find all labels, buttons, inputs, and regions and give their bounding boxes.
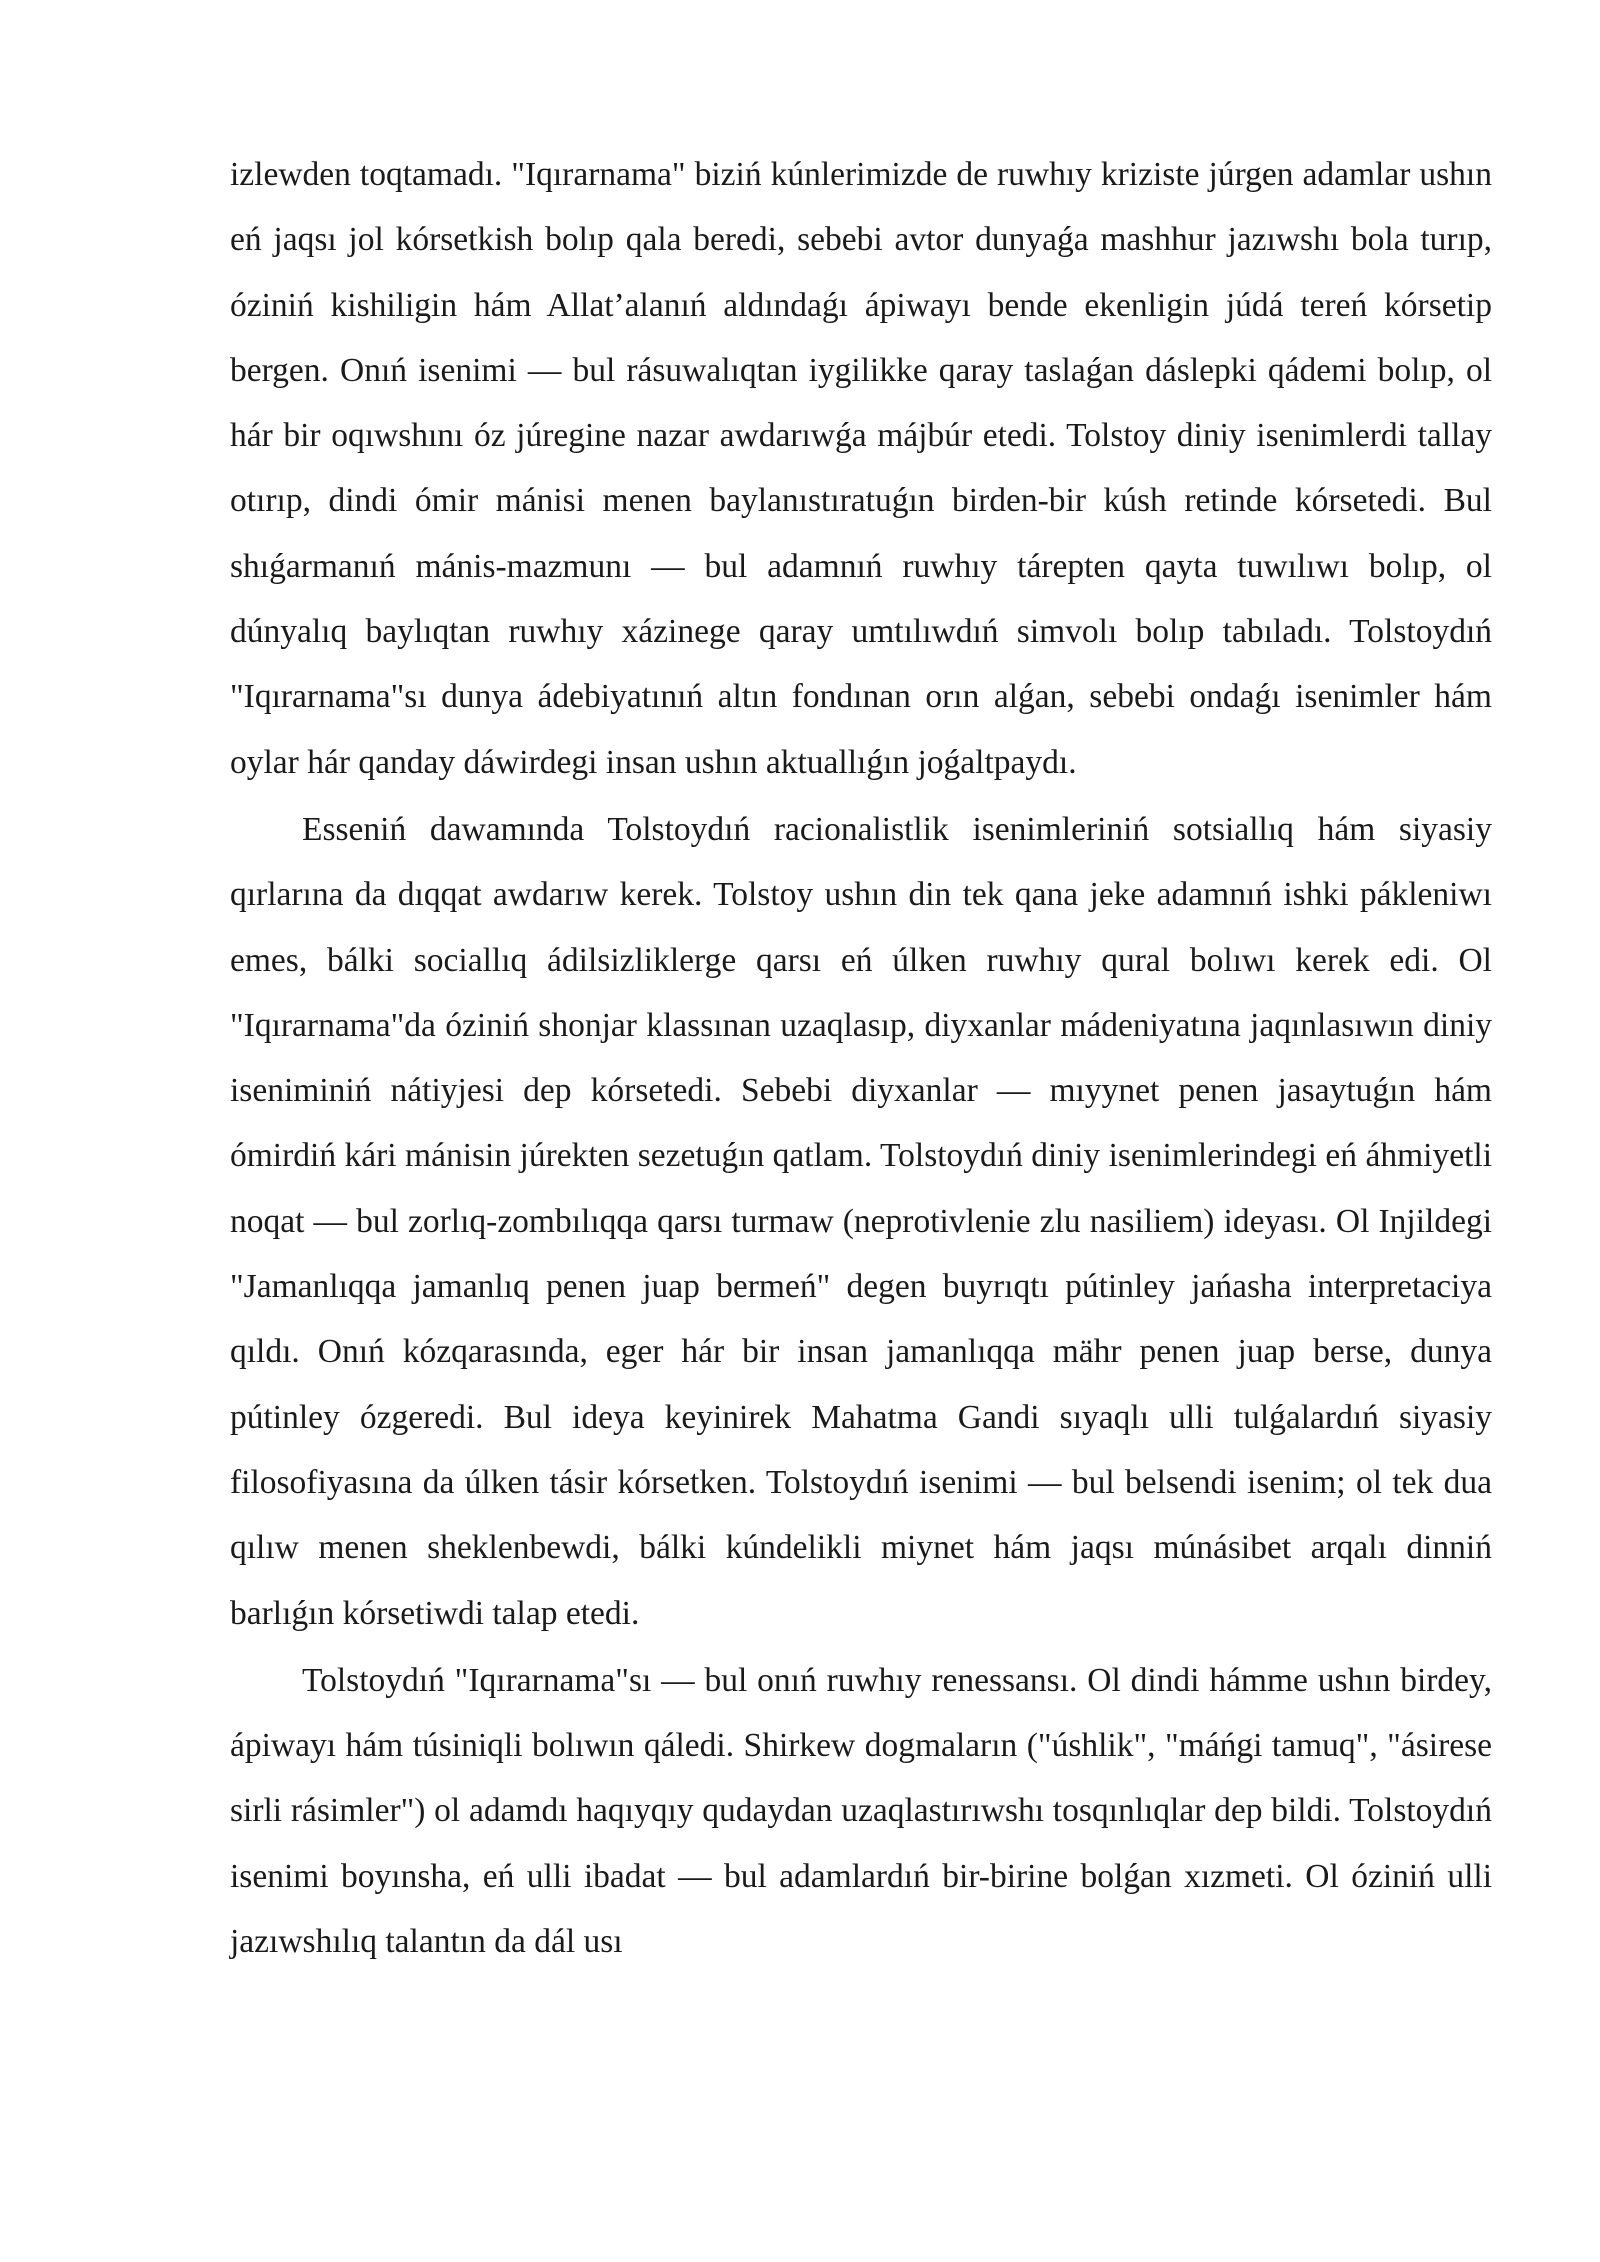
document-body (230, 142, 1492, 1974)
paragraph: Esseniń dawamında Tolstoydıń racionalistlik isenimleriniń sotsiallıq hám siyasiy qırlarına da dıqqat awdarıw kerek. Tolstoy ushın din tek qana jeke adamnıń ishki pákleniwı emes, bálki sociallıq ádilsizliklerge qarsı eń úlken ruwhıy qural bolıwı kerek edi. Ol "Iqırarnama"da óziniń shonjar klassınan uzaqlasıp, diyxanlar mádeniyatına jaqınlasıwın diniy iseniminiń nátiyjesi dep kórsetedi. Sebebi diyxanlar — mıyynet penen jasaytuǵın hám ómirdiń kári mánisin júrekten sezetuǵın qatlam. Tolstoydıń diniy isenimlerindegi eń áhmiyetli noqat — bul zorlıq-zombılıqqa qarsı turmaw (neprotivlenie zlu nasiliem) ideyası. Ol Injildegi "Jamanlıqqa jamanlıq penen juap bermeń" degen buyrıqtı pútinley jańasha interpretaciya qıldı. Onıń kózqarasında, eger hár bir insan jamanlıqqa mähr penen juap berse, dunya pútinley ózgeredi. Bul ideya keyinirek Mahatma Gandi sıyaqlı ulli tulǵalardıń siyasiy filosofiyasına da úlken tásir kórsetken. Tolstoydıń isenimi — bul belsendi isenim; ol tek dua qılıw menen sheklenbewdi, bálki kúndelikli miynet hám jaqsı múnásibet arqalı dinniń barlıǵın kórsetiwdi talap etedi. (230, 810, 1492, 1632)
paragraph-continued: izlewden toqtamadı. "Iqırarnama" biziń kúnlerimizde de ruwhıy kriziste júrgen adamlar ushın eń jaqsı jol kórsetkish bolıp qala beredi, sebebi avtor dunyaǵa mashhur jazıwshı bola turıp, óziniń kishiligin hám Allat’alanıń aldındaǵı ápiwayı bende ekenligin júdá tereń kórsetip bergen. Onıń isenimi — bul rásuwalıqtan iygilikke qaray taslaǵan dáslepki qádemi bolıp, ol hár bir oqıwshını óz júregine nazar awdarıwǵa májbúr etedi. Tolstoy diniy isenimlerdi tallay otırıp, dindi ómir mánisi menen baylanıstıratuǵın birden-bir kúsh retinde kórsetedi. Bul shıǵarmanıń mánis-mazmunı — bul adamnıń ruwhıy tárepten qayta tuwılıwı bolıp, ol dúnyalıq baylıqtan ruwhıy xázinege qaray umtılıwdıń simvolı bolıp tabıladı. Tolstoydıń "Iqırarnama"sı dunya ádebiyatınıń altın fondınan orın alǵan, sebebi ondaǵı isenimler hám oylar hár qanday dáwirdegi insan ushın aktuallıǵın joǵaltpaydı. (230, 156, 1492, 781)
paragraph: Tolstoydıń "Iqırarnama"sı — bul onıń ruwhıy renessansı. Ol dindi hámme ushın birdey, ápiwayı hám túsiniqli bolıwın qáledi. Shirkew dogmaların ("úshlik", "máńgi tamuq", "ásirese sirli rásimler") ol adamdı haqıyqıy qudaydan uzaqlastırıwshı tosqınlıqlar dep bildi. Tolstoydıń isenimi boyınsha, eń ulli ibadat — bul adamlardıń bir-birine bolǵan xızmeti. Ol óziniń ulli jazıwshılıq talantın da dál usı (230, 1661, 1492, 1961)
